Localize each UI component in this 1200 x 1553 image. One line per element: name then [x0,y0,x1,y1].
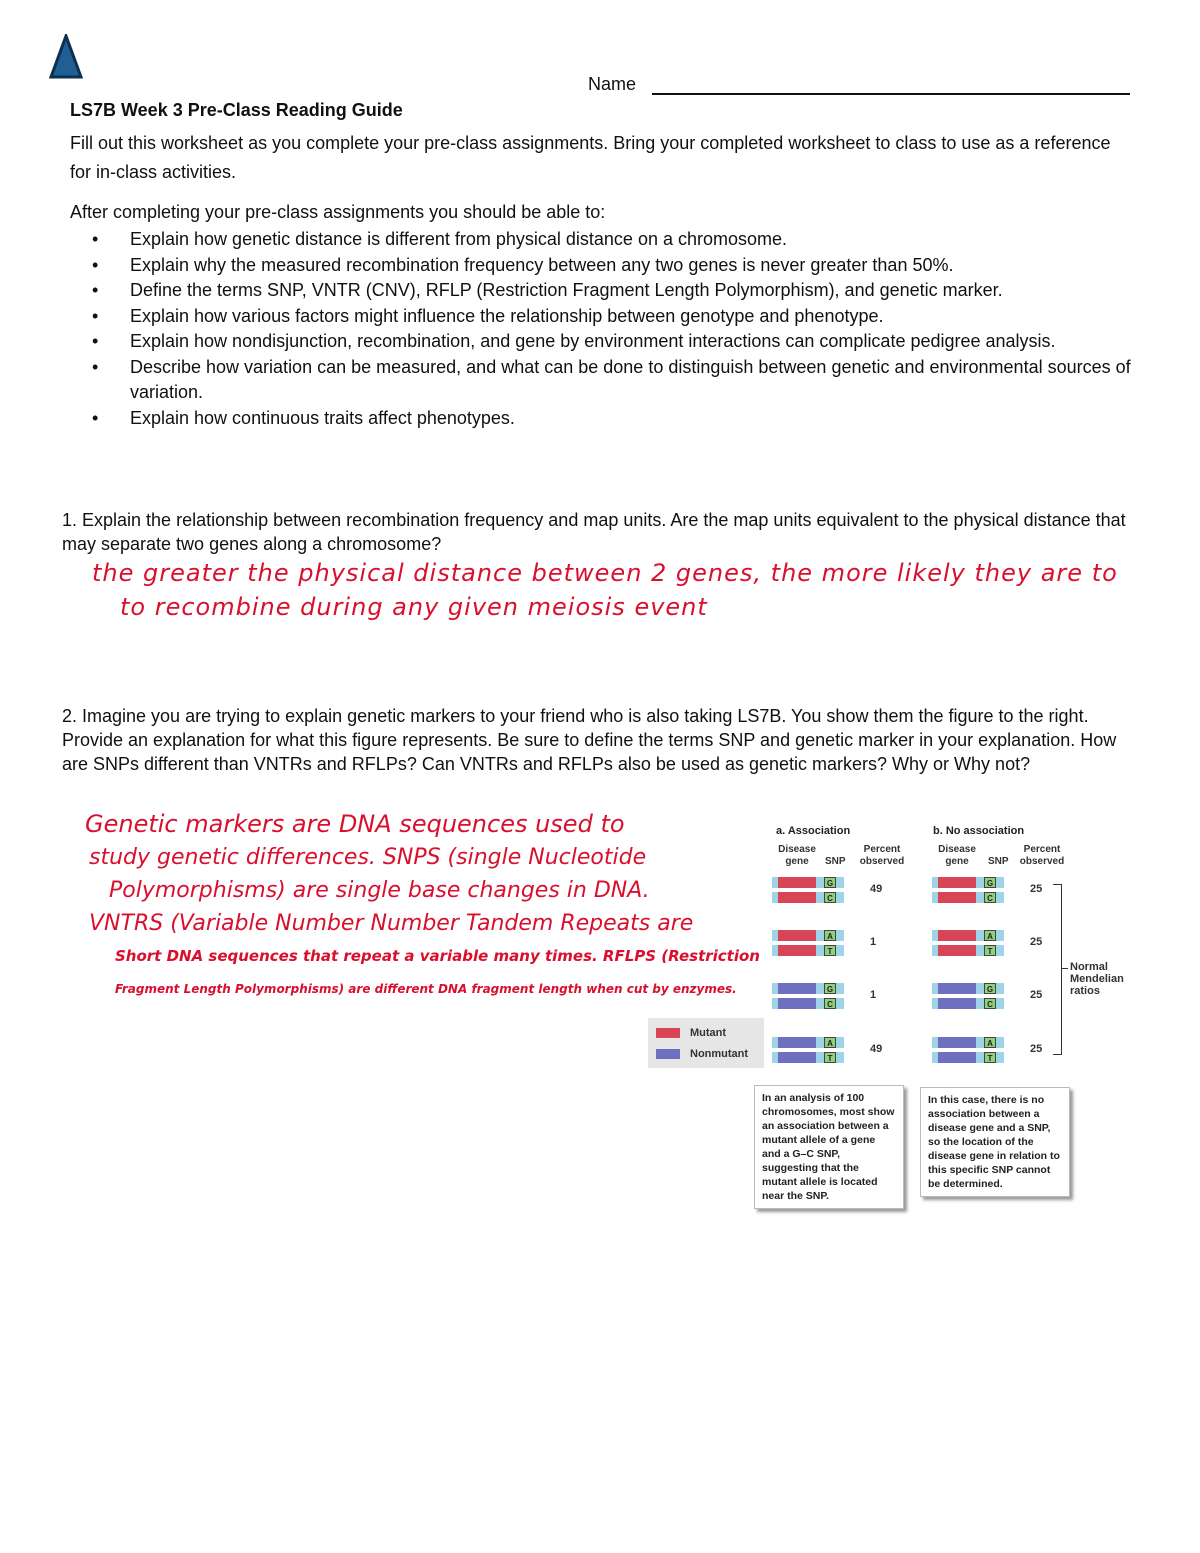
panel-a-chromosome [772,892,844,903]
panel-b-chromosome [932,892,1004,903]
chromosome-segment [976,998,984,1009]
panel-a-caption: In an analysis of 100 chromosomes, most show an association between a mutant allele of a gene and a G–C SNP, suggesting that the mutant allele is located near the SNP. [754,1085,904,1209]
bullet: • [92,331,99,351]
snp-base: C [984,998,996,1009]
panel-b-percent: 25 [1030,883,1043,895]
panel-b-title: b. No association [933,825,1025,837]
panel-a-chromosome [772,983,844,994]
name-field[interactable] [652,93,1130,95]
chromosome-segment [976,983,984,994]
bullet: • [92,229,99,249]
snp-base: G [824,877,836,888]
snp-base: G [984,983,996,994]
nonmutant-allele [778,1037,818,1048]
mutant-allele [778,930,818,941]
mutant-allele [938,877,978,888]
answer-2-line: study genetic differences. SNPS (single Nucleotide [89,845,647,870]
nonmutant-allele [778,983,818,994]
chromosome-segment [816,930,824,941]
chromosome-end [996,998,1004,1009]
snp-base: T [824,945,836,956]
panel-b-col-gene: Disease gene [938,844,976,867]
bracket-label: Normal Mendelian ratios [1070,961,1124,997]
snp-base: A [984,930,996,941]
chromosome-end [836,930,844,941]
chromosome-end [836,877,844,888]
list-item: • Define the terms SNP, VNTR (CNV), RFLP (Restriction Fragment Length Polymorphism), and genetic marker. [92,278,1142,304]
panel-a-chromosome [772,998,844,1009]
panel-a-title: a. Association [776,825,851,837]
panel-b-percent: 25 [1030,989,1043,1001]
chromosome-end [996,983,1004,994]
panel-a-percent: 1 [870,936,877,948]
legend [648,1018,764,1068]
snp-base: T [824,1052,836,1063]
chromosome-end [836,983,844,994]
nonmutant-allele [778,998,818,1009]
answer-1[interactable] [92,556,1122,624]
objectives-lead: After completing your pre-class assignments you should be able to: [70,202,606,222]
bullet: • [92,254,99,275]
legend-nonmutant-label: Nonmutant [690,1048,749,1060]
answer-2-line: Fragment Length Polymorphisms) are different DNA fragment length when cut by enzymes. [115,982,737,996]
snp-association-figure [648,815,1128,1215]
panel-b-percent: 25 [1030,936,1043,948]
mutant-allele [778,945,818,956]
mutant-allele [938,930,978,941]
chromosome-segment [816,983,824,994]
panel-a-chromosome [772,1052,844,1063]
snp-base: C [984,892,996,903]
list-item: • Explain why the measured recombination frequency between any two genes is never greater than 50%. [92,253,1142,279]
mutant-allele [938,945,978,956]
nonmutant-allele [778,1052,818,1063]
list-item: • Explain how continuous traits affect phenotypes. [92,406,1142,432]
chromosome-end [996,945,1004,956]
chromosome-end [996,1052,1004,1063]
snp-base: A [824,1037,836,1048]
chromosome-segment [976,945,984,956]
mutant-allele [778,877,818,888]
panel-b-chromosome [932,983,1004,994]
panel-b-chromosome [932,930,1004,941]
chromosome-segment [976,1052,984,1063]
list-item: • Explain how various factors might influence the relationship between genotype and phenotype. [92,304,1142,330]
intro-text: Fill out this worksheet as you complete your pre-class assignments. Bring your completed worksheet to class to use as a reference for in-class activities. [70,133,1111,182]
panel-a-col-gene: Disease gene [778,844,816,867]
panel-a-percent: 49 [870,883,883,895]
panel-a-percent: 49 [870,1043,883,1055]
name-label: Name [588,74,637,94]
list-item: • Explain how genetic distance is different from physical distance on a chromosome. [92,227,1142,253]
question-1: 1. Explain the relationship between recombination frequency and map units. Are the map units equivalent to the physical distance that may separate two genes along a chromosome? [62,510,1126,554]
objectives-list [92,227,1142,431]
panel-b-percent: 25 [1030,1043,1043,1055]
answer-2-line: Short DNA sequences that repeat a variable many times. RFLPS (Restriction [115,947,760,965]
panel-b-chromosome [932,998,1004,1009]
snp-base: C [824,892,836,903]
chromosome-end [836,1037,844,1048]
panel-b-chromosome [932,945,1004,956]
bullet: • [92,280,99,300]
panel-a-chromosome [772,945,844,956]
snp-base: A [984,1037,996,1048]
logo-icon [48,34,84,80]
chromosome-segment [816,998,824,1009]
answer-2-line: VNTRS (Variable Number Number Tandem Repeats are [89,911,694,936]
chromosome-segment [976,892,984,903]
mutant-allele [938,892,978,903]
question-2: 2. Imagine you are trying to explain genetic markers to your friend who is also taking LS7B. You show them the figure to the right. Provide an explanation for what this figure represents. Be sure to define the terms SNP and genetic marker in your explanation. How are SNPs different than VNTRs and RFLPs? Can VNTRs and RFLPs also be used as genetic markers? Why or Why not? [62,706,1117,774]
panel-a-col-snp: SNP [825,856,846,867]
mutant-allele [778,892,818,903]
bullet: • [92,305,99,326]
nonmutant-allele [938,1052,978,1063]
answer-1-line: the greater the physical distance between 2 genes, the more likely they are to [92,559,1118,587]
chromosome-end [836,1052,844,1063]
chromosome-segment [816,1052,824,1063]
bullet: • [92,356,99,377]
bullet: • [92,407,99,428]
snp-base: G [824,983,836,994]
legend-mutant-label: Mutant [690,1027,727,1039]
nonmutant-allele [938,998,978,1009]
snp-base: T [984,1052,996,1063]
answer-2-line: Genetic markers are DNA sequences used to [85,810,625,838]
nonmutant-allele [938,983,978,994]
chromosome-end [996,930,1004,941]
snp-base: C [824,998,836,1009]
chromosome-segment [976,1037,984,1048]
panel-a-col-pct: Percent observed [859,844,905,867]
snp-base: A [824,930,836,941]
panel-b-col-snp: SNP [988,856,1009,867]
panel-a-percent: 1 [870,989,877,1001]
list-item: • Explain how nondisjunction, recombination, and gene by environment interactions can complicate pedigree analysis. [92,329,1142,355]
panel-b-caption: In this case, there is no association between a disease gene and a SNP, so the location of the disease gene in relation to this specific SNP cannot be determined. [920,1087,1070,1197]
chromosome-segment [816,1037,824,1048]
chromosome-segment [816,892,824,903]
chromosome-segment [976,930,984,941]
panel-a-chromosome [772,877,844,888]
panel-b-col-pct: Percent observed [1019,844,1065,867]
chromosome-end [996,1037,1004,1048]
panel-b-chromosome [932,1052,1004,1063]
answer-1-line: to recombine during any given meiosis event [120,593,708,621]
panel-a-chromosome [772,930,844,941]
legend-mutant-swatch [656,1028,680,1038]
legend-nonmutant-swatch [656,1049,680,1059]
panel-b-chromosome [932,877,1004,888]
panel-b-chromosome [932,1037,1004,1048]
snp-base: T [984,945,996,956]
bracket-tick [1061,968,1068,969]
answer-2-line: Polymorphisms) are single base changes in DNA. [109,878,650,903]
chromosome-segment [976,877,984,888]
chromosome-end [836,945,844,956]
chromosome-segment [816,945,824,956]
chromosome-end [996,877,1004,888]
snp-base: G [984,877,996,888]
bracket [1053,884,1062,1055]
chromosome-end [836,998,844,1009]
chromosome-end [836,892,844,903]
list-item: • Describe how variation can be measured, and what can be done to distinguish between genetic and environmental sources of variation. [92,356,1131,402]
nonmutant-allele [938,1037,978,1048]
panel-a-chromosome [772,1037,844,1048]
chromosome-segment [816,877,824,888]
chromosome-end [996,892,1004,903]
page-title: LS7B Week 3 Pre-Class Reading Guide [70,100,403,120]
